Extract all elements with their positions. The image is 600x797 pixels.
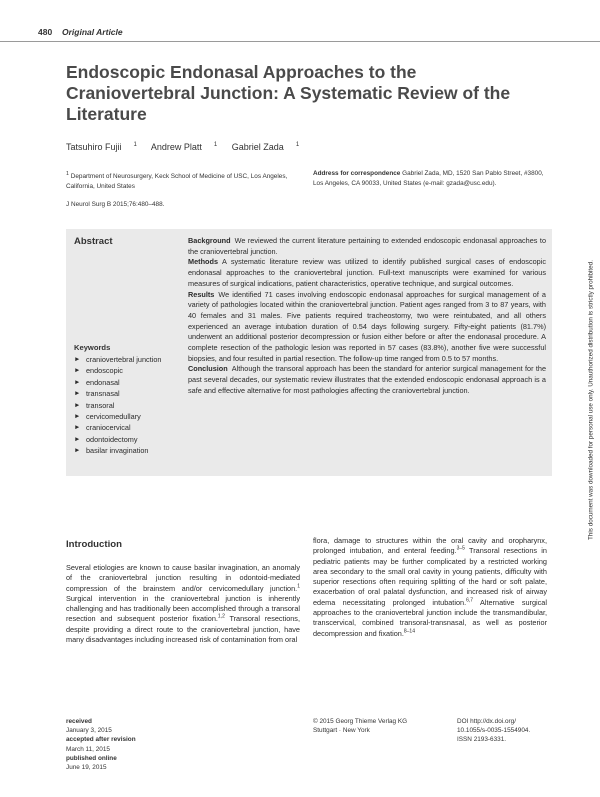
author-list bbox=[66, 142, 311, 152]
affiliation: $^1$ Department of Neurosurgery, Keck School of Medicine of USC, Los Angeles, California, United States bbox=[66, 171, 288, 191]
abstract-results: Results We identified 71 cases involving endoscopic endonasal approaches for surgical management of a variety of pathologies located within the craniovertebral junction. Patient ages ranged from 3 to 87 years, with 40 females and 31 males. Five patients required tracheostomy, two were reintubated, and all others experienced an average intubation duration of 0.54 days following surgery. Fifty-eight patients (81.7%) underwent an additional posterior decompression or fusion either before or after the endonasal procedure. A complete resection of the pathologic lesion was reported in 57 cases (83.8%), another five were successful biopsies, and four resulted in partial resection. The follow-up time ranged from 0.5 to 57 months. bbox=[188, 289, 546, 363]
arrow-bullet-icon: ► bbox=[74, 447, 81, 455]
keyword-item: ► basilar invagination bbox=[74, 446, 149, 456]
author: Gabriel Zada $^1$ bbox=[231, 142, 300, 152]
arrow-bullet-icon: ► bbox=[74, 390, 81, 398]
arrow-bullet-icon: ► bbox=[74, 424, 81, 432]
page-number: 480 bbox=[38, 27, 53, 37]
section-name: Original Article bbox=[62, 27, 123, 37]
arrow-bullet-icon: ► bbox=[74, 413, 81, 421]
author: Tatsuhiro Fujii $^1$ bbox=[66, 142, 137, 152]
reference-mark: 6,7 bbox=[466, 597, 474, 604]
arrow-bullet-icon: ► bbox=[74, 378, 81, 386]
header-rule bbox=[0, 41, 600, 42]
keyword-list bbox=[74, 354, 186, 457]
reference-mark: 3–5 bbox=[456, 545, 465, 552]
abstract-conclusion: Conclusion Although the transoral approach has been the standard for anterior surgical management for the past several decades, our systematic review illustrates that the extended endoscopic endonasal approach is a safe and effective alternative for most pathologies affecting the craniovertebral junction. bbox=[188, 364, 546, 395]
journal-citation: J Neurol Surg B 2015;76:480–488. bbox=[66, 201, 165, 208]
keyword-item: ► endonasal bbox=[74, 377, 120, 387]
correspondence-address: Address for correspondence Gabriel Zada, MD, 1520 San Pablo Street, #3800, Los Angeles, CA 90033, United States (e-mail: gzada@usc.edu). bbox=[313, 170, 544, 187]
keywords-heading: Keywords bbox=[74, 343, 111, 352]
introduction-heading: Introduction bbox=[66, 539, 122, 550]
reference-mark: 1,2 bbox=[217, 614, 225, 621]
keyword-item: ► craniovertebral junction bbox=[74, 355, 162, 364]
keyword-item: ► odontoidectomy bbox=[74, 434, 138, 444]
doi-link[interactable]: DOI http://dx.doi.org/ bbox=[457, 718, 516, 725]
arrow-bullet-icon: ► bbox=[74, 356, 81, 363]
abstract-body bbox=[188, 236, 546, 397]
introduction-column-left: Several etiologies are known to cause basilar invagination, an anomaly of the craniovertebral junction resulting in odontoid-mediated compression of the brainstem and/or cervicomedullary junction.$^1$ Surgical intervention in the craniovertebral junction is inherently challenging and has traditionally been accomplished through a transoral resection and subsequent posterior fixation.$^{1,2}$ Transoral resections, despite providing a direct route to the craniovertebral junction, have many disadvantages including increased risk of contamination from oral bbox=[66, 563, 300, 645]
keyword-item: ► craniocervical bbox=[74, 423, 131, 433]
keyword-item: ► cervicomedullary bbox=[74, 412, 141, 422]
publication-dates: received January 3, 2015 accepted after revision March 11, 2015 published online June 19, 2015 bbox=[66, 718, 136, 772]
author: Andrew Platt $^1$ bbox=[150, 142, 218, 152]
arrow-bullet-icon: ► bbox=[74, 367, 81, 375]
copyright-notice: © 2015 Georg Thieme Verlag KG Stuttgart · New York bbox=[313, 718, 408, 735]
page-header bbox=[0, 27, 600, 42]
article-title: Endoscopic Endonasal Approaches to the Craniovertebral Junction: A Systematic Review of the Literature bbox=[66, 62, 511, 124]
download-notice: This document was downloaded for personal use only. Unauthorized distribution is strictly prohibited. bbox=[587, 260, 595, 540]
abstract-background: Background We reviewed the current literature pertaining to extended endoscopic endonasal approaches to the craniovertebral junction. bbox=[188, 236, 546, 256]
keyword-item: ► transoral bbox=[74, 400, 115, 410]
abstract-methods: Methods A systematic literature review was utilized to identify published surgical cases of endoscopic endonasal approaches to the craniovertebral junction. Full-text manuscripts were examined for various measures of surgical indications, patient characteristics, operative technique, and surgical outcomes. bbox=[188, 257, 546, 288]
introduction-column-right: flora, damage to structures within the oral cavity and oropharynx, prolonged intubation, and enteral feeding.$^{3-5}$ Transoral resections in pediatric patients may be further complicated by a restricted working area secondary to the small oral cavity in young patients, difficulty with superior resections often requiring splitting of the hard or soft palate, exacerbation of oral palatal dysfunction, and increased risk of airway edema necessitating prolonged intubation.$^{6,7}$ Alternative surgical approaches to the craniovertebral junction include the transmandibular, transcervical, combined transoral-transnasal, as well as posterior decompression and fixation.$^{8-14}$ bbox=[313, 536, 547, 638]
keyword-item: ► endoscopic bbox=[74, 366, 123, 376]
arrow-bullet-icon: ► bbox=[74, 435, 81, 443]
arrow-bullet-icon: ► bbox=[74, 401, 81, 409]
abstract-heading: Abstract bbox=[74, 236, 113, 247]
doi-info: DOI http://dx.doi.org/ 10.1055/s-0035-1554904. ISSN 2193-6331. bbox=[457, 718, 531, 744]
reference-mark: 8–14 bbox=[403, 628, 415, 635]
keyword-item: ► transnasal bbox=[74, 389, 120, 399]
reference-mark: 1 bbox=[297, 583, 300, 590]
